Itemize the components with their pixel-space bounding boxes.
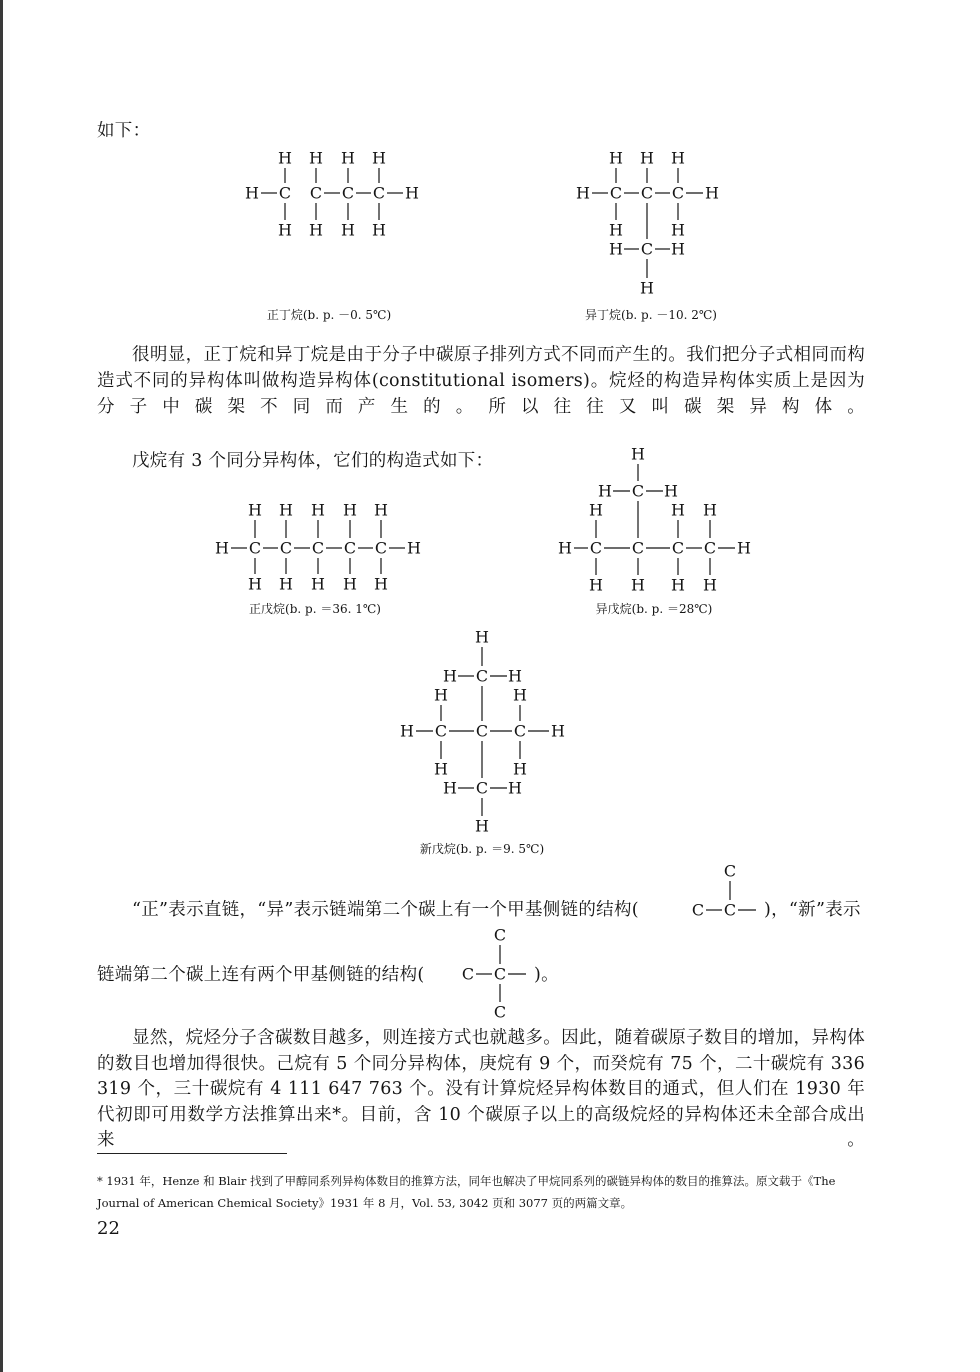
atom-h: H: [374, 500, 388, 520]
atom-c: C: [493, 964, 507, 984]
atom-h: H: [279, 500, 293, 520]
paragraph-isomer-count: 显然，烷烃分子含碳数目越多，则连接方式也就越多。因此，随着碳原子数目的增加，异构体的数目也增加得很快。己烷有 5 个同分异构体，庚烷有 9 个，而癸烷有 75 个，二十碳烷有 336 319 个，三十碳烷有 4 111 647 763 个。没有计算烷烃异构体数目的通式，但人们在 1930 年代初即可用数学方法推算出来*。目前，含 10 个碳原子以上的高级烷烃的异构体还未全部合成出来。: [97, 1028, 865, 1150]
atom-c: C: [372, 183, 386, 203]
n-pentane-structure: [205, 498, 435, 593]
atom-c: C: [640, 183, 654, 203]
atom-h: H: [609, 239, 623, 259]
atom-h: H: [705, 183, 719, 203]
atom-h: H: [513, 685, 527, 705]
atom-h: H: [279, 574, 293, 594]
paragraph-pentane-intro: 戊烷有 3 个同分异构体，它们的构造式如下：: [132, 451, 494, 471]
atom-c: C: [475, 778, 489, 798]
atom-c: C: [631, 538, 645, 558]
atom-c: C: [691, 900, 705, 920]
atom-h: H: [640, 148, 654, 168]
atom-h: H: [311, 574, 325, 594]
caption-isobutane: 异丁烷(b. p. －10. 2℃): [585, 308, 717, 322]
atom-h: H: [434, 759, 448, 779]
atom-h: H: [671, 148, 685, 168]
atom-h: H: [508, 666, 522, 686]
atom-c: C: [589, 538, 603, 558]
atom-h: H: [703, 575, 717, 595]
atom-h: H: [343, 574, 357, 594]
atom-c: C: [703, 538, 717, 558]
atom-c: C: [309, 183, 323, 203]
atom-h: H: [443, 778, 457, 798]
page-number: 22: [97, 1218, 120, 1239]
atom-c: C: [493, 1002, 507, 1022]
atom-h: H: [341, 148, 355, 168]
atom-h: H: [508, 778, 522, 798]
atom-h: H: [309, 148, 323, 168]
atom-h: H: [671, 220, 685, 240]
atom-h: H: [631, 575, 645, 595]
atom-c: C: [341, 183, 355, 203]
atom-h: H: [475, 816, 489, 836]
atom-c: C: [671, 183, 685, 203]
footnote: * 1931 年，Henze 和 Blair 找到了甲醇同系列异构体数目的推算方法，同年也解决了甲烷同系列的碳链异构体的数目的推算法。原文载于《The Journal of American Chemical Society》1931 年 8 月，Vol. 53, 3042 页和 3077 页的两篇文章。: [97, 1174, 836, 1210]
atom-h: H: [400, 721, 414, 741]
atom-c: C: [640, 239, 654, 259]
atom-c: C: [723, 861, 737, 881]
atom-h: H: [576, 183, 590, 203]
atom-c: C: [434, 721, 448, 741]
isobutane-structure: [565, 143, 740, 303]
paragraph-isomers: 很明显，正丁烷和异丁烷是由于分子中碳原子排列方式不同而产生的。我们把分子式相同而构造式不同的异构体叫做构造异构体(constitutional isomers)。烷烃的构造异构体实质上是因为分子中碳架不同而产生的。所以往往又叫碳架异构体。: [97, 345, 865, 417]
atom-h: H: [513, 759, 527, 779]
iso-fragment: [688, 858, 760, 922]
atom-h: H: [248, 574, 262, 594]
atom-h: H: [589, 575, 603, 595]
atom-h: H: [407, 538, 421, 558]
caption-isopentane: 异戊烷(b. p. ＝28℃): [595, 602, 713, 616]
paragraph-suffix-line2: )。: [534, 965, 559, 985]
atom-h: H: [405, 183, 419, 203]
atom-c: C: [461, 964, 475, 984]
atom-h: H: [475, 627, 489, 647]
atom-c: C: [609, 183, 623, 203]
atom-h: H: [278, 220, 292, 240]
atom-h: H: [671, 500, 685, 520]
atom-h: H: [609, 148, 623, 168]
paragraph-prefix-line1: “正”表示直链，“异”表示链端第二个碳上有一个甲基侧链的结构(: [132, 900, 639, 920]
atom-h: H: [372, 148, 386, 168]
atom-h: H: [609, 220, 623, 240]
atom-c: C: [311, 538, 325, 558]
page-edge: [0, 0, 3, 1372]
caption-n-pentane: 正戊烷(b. p. ＝36. 1℃): [249, 602, 381, 616]
atom-c: C: [513, 721, 527, 741]
atom-c: C: [671, 538, 685, 558]
neo-fragment: [456, 922, 528, 1022]
intro-text: 如下：: [97, 121, 151, 141]
footnote-divider: [97, 1153, 287, 1154]
atom-c: C: [278, 183, 292, 203]
atom-h: H: [558, 538, 572, 558]
atom-c: C: [279, 538, 293, 558]
atom-c: C: [374, 538, 388, 558]
atom-h: H: [372, 220, 386, 240]
atom-h: H: [245, 183, 259, 203]
atom-h: H: [631, 444, 645, 464]
atom-c: C: [475, 666, 489, 686]
atom-c: C: [631, 481, 645, 501]
atom-h: H: [374, 574, 388, 594]
atom-h: H: [434, 685, 448, 705]
atom-c: C: [248, 538, 262, 558]
atom-h: H: [278, 148, 292, 168]
atom-h: H: [640, 278, 654, 298]
atom-h: H: [215, 538, 229, 558]
paragraph-prefix-line2: 链端第二个碳上连有两个甲基侧链的结构(: [97, 965, 425, 985]
n-butane-structure: [235, 143, 435, 243]
atom-h: H: [598, 481, 612, 501]
caption-neopentane: 新戊烷(b. p. ＝9. 5℃): [419, 842, 545, 856]
atom-h: H: [589, 500, 603, 520]
atom-c: C: [475, 721, 489, 741]
atom-h: H: [664, 481, 678, 501]
atom-c: C: [343, 538, 357, 558]
atom-h: H: [737, 538, 751, 558]
atom-h: H: [343, 500, 357, 520]
atom-h: H: [311, 500, 325, 520]
atom-h: H: [551, 721, 565, 741]
neopentane-structure: [390, 625, 580, 840]
atom-h: H: [703, 500, 717, 520]
caption-n-butane: 正丁烷(b. p. －0. 5℃): [266, 308, 392, 322]
atom-c: C: [723, 900, 737, 920]
atom-h: H: [309, 220, 323, 240]
atom-h: H: [671, 575, 685, 595]
paragraph-suffix-line1: )，“新”表示: [764, 900, 861, 920]
atom-h: H: [671, 239, 685, 259]
atom-c: C: [493, 925, 507, 945]
atom-h: H: [341, 220, 355, 240]
atom-h: H: [248, 500, 262, 520]
atom-h: H: [443, 666, 457, 686]
isopentane-structure: [548, 440, 778, 595]
